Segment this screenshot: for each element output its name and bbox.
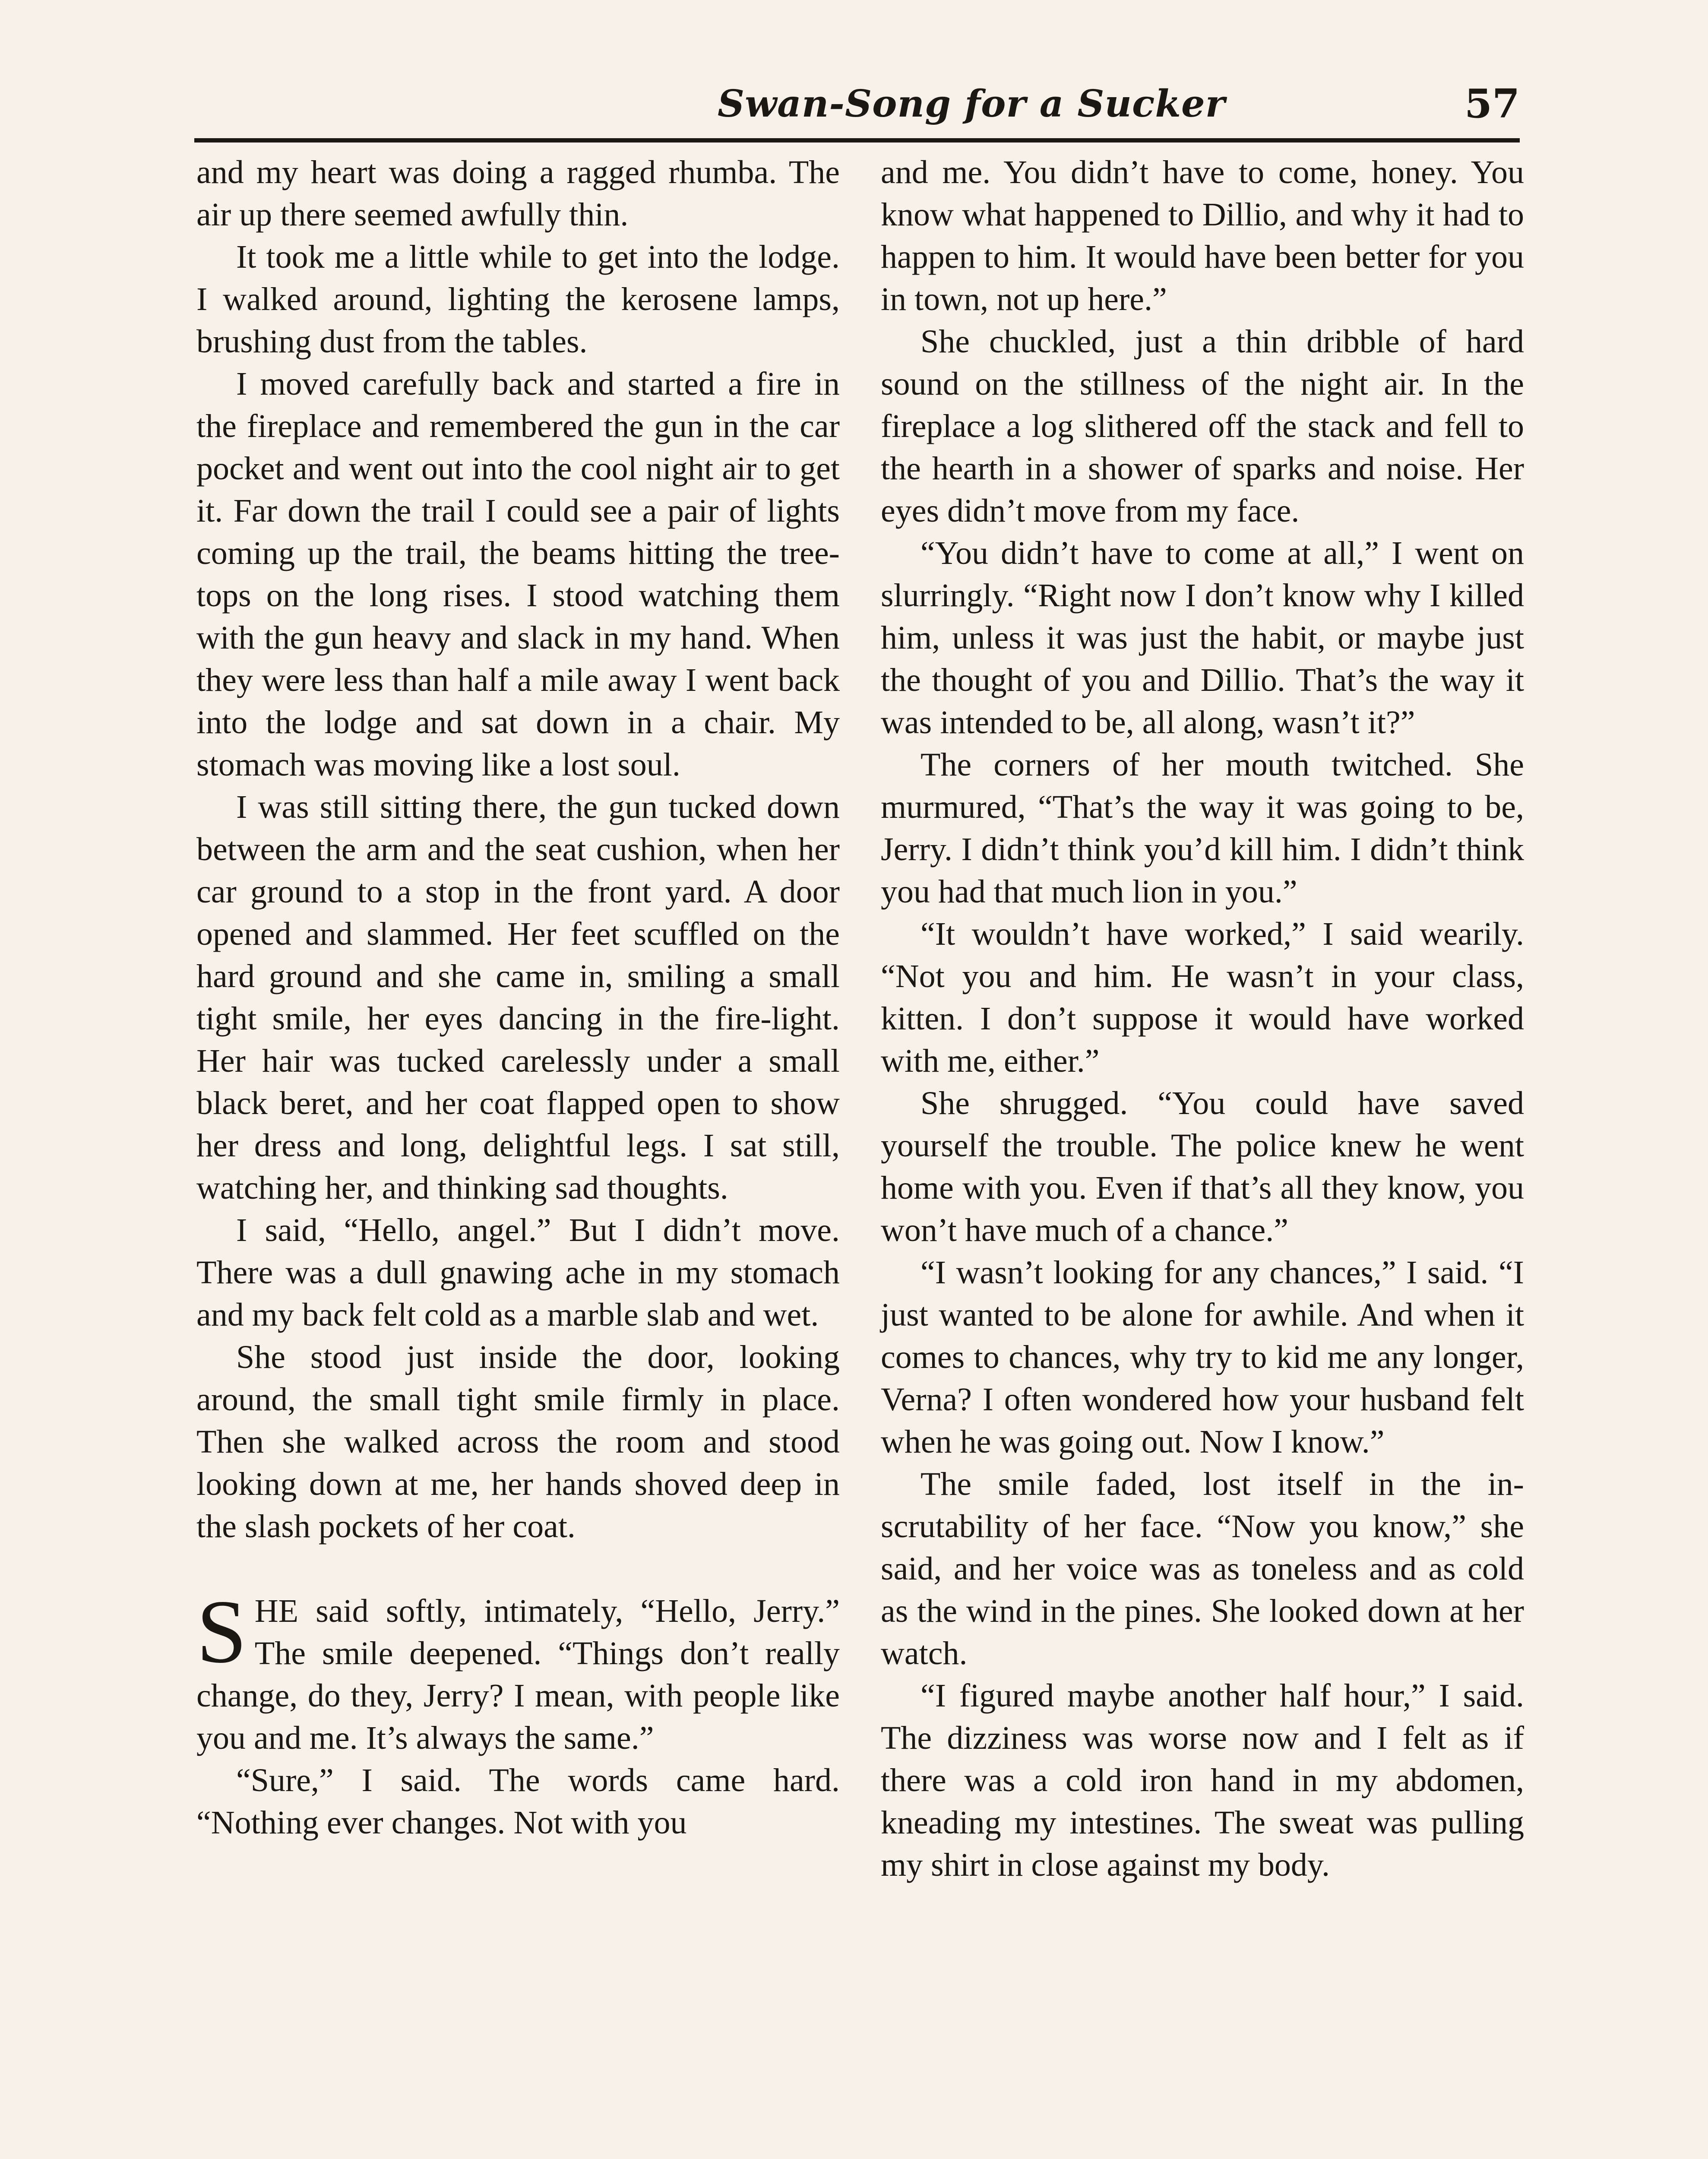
- paragraph: I was still sitting there, the gun tucked down between the arm and the seat cushion, when her car ground to a stop in the front yard. A door opened and slammed. Her feet scuffled on the hard ground and she came in, smiling a small tight smile, her eyes dancing in the fire-light. Her hair was tucked carelessly under a small black beret, and her coat flapped open to show her dress and long, delightful legs. I sat still, watching her, and thinking sad thoughts.: [196, 789, 840, 1206]
- dropcap-paragraph: [196, 1582, 840, 1759]
- paragraph: and me. You didn’t have to come, honey. You know what happened to Dillio, and why it had to happen to him. It would have been better for you in town, not up here.”: [881, 154, 1524, 317]
- paragraph: “I figured maybe another half hour,” I said. The dizziness was worse now and I felt as if there was a cold iron hand in my abdomen, kneading my intestines. The sweat was pulling my shirt in close against my body.: [881, 1678, 1524, 1883]
- right-column: [881, 151, 1524, 1886]
- paragraph: “You didn’t have to come at all,” I went on slurringly. “Right now I don’t know why I killed him, unless it was just the habit, or maybe just the thought of you and Dillio. That’s the way it was intended to be, all along, wasn’t it?”: [881, 535, 1524, 741]
- page-number: 57: [1464, 80, 1520, 127]
- paragraph: The corners of her mouth twitched. She murmured, “That’s the way it was going to be, Jerry. I didn’t think you’d kill him. I didn’t think you had that much lion in you.”: [881, 747, 1524, 910]
- left-column: [196, 151, 840, 1844]
- paragraph: I said, “Hello, angel.” But I didn’t move. There was a dull gnawing ache in my stomach and my back felt cold as a marble slab and wet.: [196, 1212, 840, 1333]
- paragraph: and my heart was doing a ragged rhumba. The air up there seemed awfully thin.: [196, 154, 840, 233]
- paragraph: I moved carefully back and started a fire in the fireplace and remembered the gun in the car pocket and went out into the cool night air to get it. Far down the trail I could see a pair of lights coming up the trail, the beams hitting the tree-tops on the long rises. I stood watching them with the gun heavy and slack in my hand. When they were less than half a mile away I went back into the lodge and sat down in a chair. My stomach was moving like a lost soul.: [196, 366, 840, 783]
- page-header: [194, 82, 1520, 142]
- dropcap-paragraph-text: HE said softly, intimately, “Hello, Jerry.” The smile deepened. “Things don’t really change, do they, Jerry? I mean, with people like you and me. It’s always the same.”: [196, 1593, 840, 1756]
- running-title: Swan-Song for a Sucker: [717, 82, 1226, 126]
- paragraph: The smile faded, lost itself in the in-scrutability of her face. “Now you know,” she said, and her voice was as toneless and as cold as the wind in the pines. She looked down at her watch.: [881, 1466, 1524, 1671]
- paragraph: “Sure,” I said. The words came hard. “Nothing ever changes. Not with you: [196, 1762, 840, 1841]
- paragraph: She shrugged. “You could have saved yourself the trouble. The police knew he went home with you. Even if that’s all they know, you won’t have much of a chance.”: [881, 1085, 1524, 1248]
- paragraph: “It wouldn’t have worked,” I said wearily. “Not you and him. He wasn’t in your class, kitten. I don’t suppose it would have worked with me, either.”: [881, 916, 1524, 1079]
- paragraph: She chuckled, just a thin dribble of hard sound on the stillness of the night air. In the fireplace a log slithered off the stack and fell to the hearth in a shower of sparks and noise. Her eyes didn’t move from my face.: [881, 323, 1524, 529]
- paragraph: She stood just inside the door, looking around, the small tight smile firmly in place. Then she walked across the room and stood looking down at me, her hands shoved deep in the slash pockets of her coat.: [196, 1339, 840, 1545]
- paragraph: It took me a little while to get into the lodge. I walked around, lighting the kerosene lamps, brushing dust from the tables.: [196, 239, 840, 360]
- drop-cap-initial: S: [196, 1582, 247, 1682]
- paragraph: “I wasn’t looking for any chances,” I said. “I just wanted to be alone for awhile. And when it comes to chances, why try to kid me any longer, Verna? I often wondered how your husband felt when he was going out. Now I know.”: [881, 1254, 1524, 1460]
